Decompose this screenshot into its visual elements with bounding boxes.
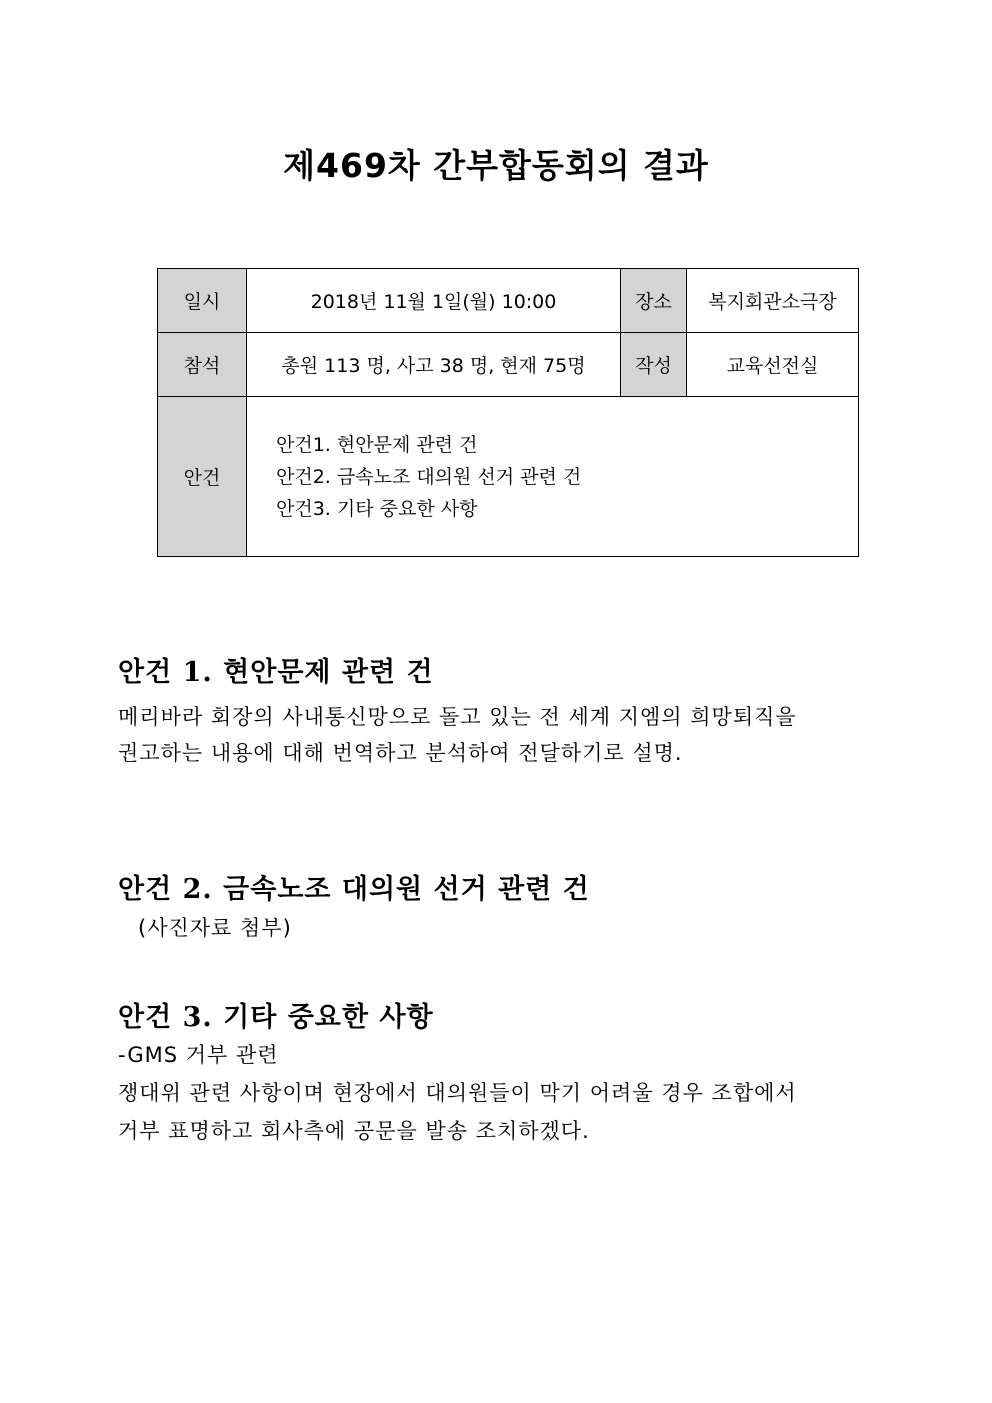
agenda-item: 안건3. 기타 중요한 사항 [276, 497, 478, 520]
writer-value: 교육선전실 [687, 333, 859, 397]
date-value: 2018년 11월 1일(월) 10:00 [247, 269, 621, 333]
agenda-label: 안건 [158, 397, 247, 557]
agenda-item: 안건2. 금속노조 대의원 선거 관련 건 [276, 465, 582, 488]
section-3-body-line: 거부 표명하고 회사측에 공문을 발송 조치하겠다. [118, 1119, 590, 1143]
section-1-body-line: 권고하는 내용에 대해 번역하고 분석하여 전달하기로 설명. [118, 741, 683, 765]
section-2-body-line: (사진자료 첨부) [138, 916, 292, 940]
section-3-body-line: -GMS 거부 관련 [118, 1043, 279, 1067]
place-label: 장소 [621, 269, 687, 333]
meeting-info-table [157, 268, 859, 557]
attendance-value: 총원 113 명, 사고 38 명, 현재 75명 [247, 333, 621, 397]
agenda-list [247, 397, 859, 557]
info-row-agenda [158, 397, 859, 557]
place-value: 복지회관소극장 [687, 269, 859, 333]
section-2-heading: 안건 2. 금속노조 대의원 선거 관련 건 [118, 874, 590, 905]
section-1-heading: 안건 1. 현안문제 관련 건 [118, 657, 434, 688]
date-label: 일시 [158, 269, 247, 333]
section-1-body-line: 메리바라 회장의 사내통신망으로 돌고 있는 전 세계 지엠의 희망퇴직을 [118, 705, 797, 729]
info-row-attendance [158, 333, 859, 397]
document-title: 제469차 간부합동회의 결과 [283, 146, 709, 185]
attendance-label: 참석 [158, 333, 247, 397]
writer-label: 작성 [621, 333, 687, 397]
section-3-heading: 안건 3. 기타 중요한 사항 [118, 1002, 434, 1033]
agenda-item: 안건1. 현안문제 관련 건 [276, 433, 478, 456]
section-3-body-line: 쟁대위 관련 사항이며 현장에서 대의원들이 막기 어려울 경우 조합에서 [118, 1081, 797, 1105]
info-row-date [158, 269, 859, 333]
